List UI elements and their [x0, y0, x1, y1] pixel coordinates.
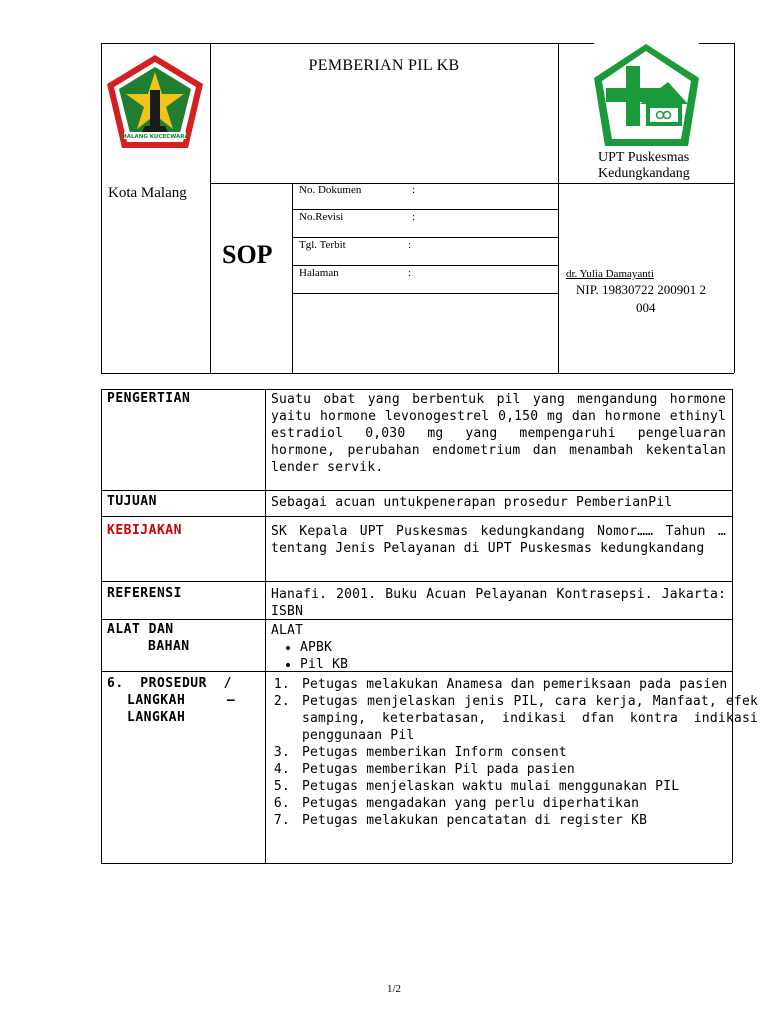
alat-label-line1: ALAT DAN [107, 622, 174, 637]
kebijakan-text: SK Kepala UPT Puskesmas kedungkandang Nomor…… Tahun … tentang Jenis Pelayanan di UPT Puskesmas kedungkandang [271, 524, 726, 556]
field-no-revisi-sep: : [412, 211, 416, 223]
alat-item: • APBK [300, 639, 740, 656]
prosedur-step: 5. Petugas menjelaskan waktu mulai menggunakan PIL [298, 778, 758, 795]
prosedur-step: 4. Petugas memberikan Pil pada pasien [298, 761, 758, 778]
pengertian-text: Suatu obat yang berbentuk pil yang mengandung hormone yaitu hormone levonogestrel 0,150 mg dan hormone ethinyl estradiol 0,030 mg yang mempengaruhi pengeluaran hormone, perubahan endometrium dan menambah kekentalan lender servik. [271, 392, 726, 475]
pengertian-label: PENGERTIAN [107, 391, 191, 406]
sop-label: SOP [222, 240, 273, 269]
prosedur-label-line2: LANGKAH – [127, 693, 236, 708]
city-name: Kota Malang [108, 185, 187, 201]
prosedur-step: 6. Petugas mengadakan yang perlu diperhatikan [298, 795, 758, 812]
signer-name: dr. Yulia Damayanti [566, 268, 654, 280]
field-no-dokumen: No. Dokumen [299, 184, 362, 196]
svg-text:MALANG KUCECWARA: MALANG KUCECWARA [121, 134, 189, 140]
field-no-revisi: No.Revisi [299, 211, 344, 223]
field-tgl-terbit: Tgl. Terbit [299, 239, 346, 251]
field-halaman-sep: : [408, 267, 412, 279]
prosedur-steps [268, 676, 758, 829]
prosedur-step: 7. Petugas melakukan pencatatan di register KB [298, 812, 758, 829]
org-name-line1: UPT Puskesmas [598, 150, 690, 165]
malang-city-logo [104, 52, 206, 152]
prosedur-step: 2. Petugas menjelaskan jenis PIL, cara kerja, Manfaat, efek samping, keterbatasan, indikasi dfan kontra indikasi penggunaan Pil [298, 693, 758, 744]
signer-nip-line1: NIP. 19830722 200901 2 [576, 282, 707, 297]
page-number: 1/2 [386, 983, 402, 995]
prosedur-step: 1. Petugas melakukan Anamesa dan pemeriksaan pada pasien [298, 676, 758, 693]
referensi-label: REFERENSI [107, 586, 182, 601]
alat-item: • Pil KB [300, 656, 740, 673]
field-tgl-terbit-sep: : [408, 239, 412, 251]
prosedur-step: 3. Petugas memberikan Inform consent [298, 744, 758, 761]
org-name-line2: Kedungkandang [598, 166, 690, 181]
tujuan-label: TUJUAN [107, 494, 157, 509]
alat-label-line2: BAHAN [148, 639, 190, 654]
kebijakan-label: KEBIJAKAN [107, 523, 182, 538]
alat-heading: ALAT [271, 623, 304, 638]
field-no-dokumen-sep: : [412, 184, 416, 196]
referensi-text: Hanafi. 2001. Buku Acuan Pelayanan Kontrasepsi. Jakarta: ISBN [271, 587, 726, 619]
document-title: PEMBERIAN PIL KB [308, 57, 460, 74]
alat-list [278, 639, 740, 673]
puskesmas-logo [592, 42, 701, 150]
tujuan-text: Sebagai acuan untukpenerapan prosedur PemberianPil [271, 495, 673, 510]
prosedur-label-line1: 6. PROSEDUR / [107, 676, 232, 691]
prosedur-label-line3: LANGKAH [127, 710, 186, 725]
field-halaman: Halaman [299, 267, 339, 279]
signer-nip-line2: 004 [636, 300, 656, 315]
